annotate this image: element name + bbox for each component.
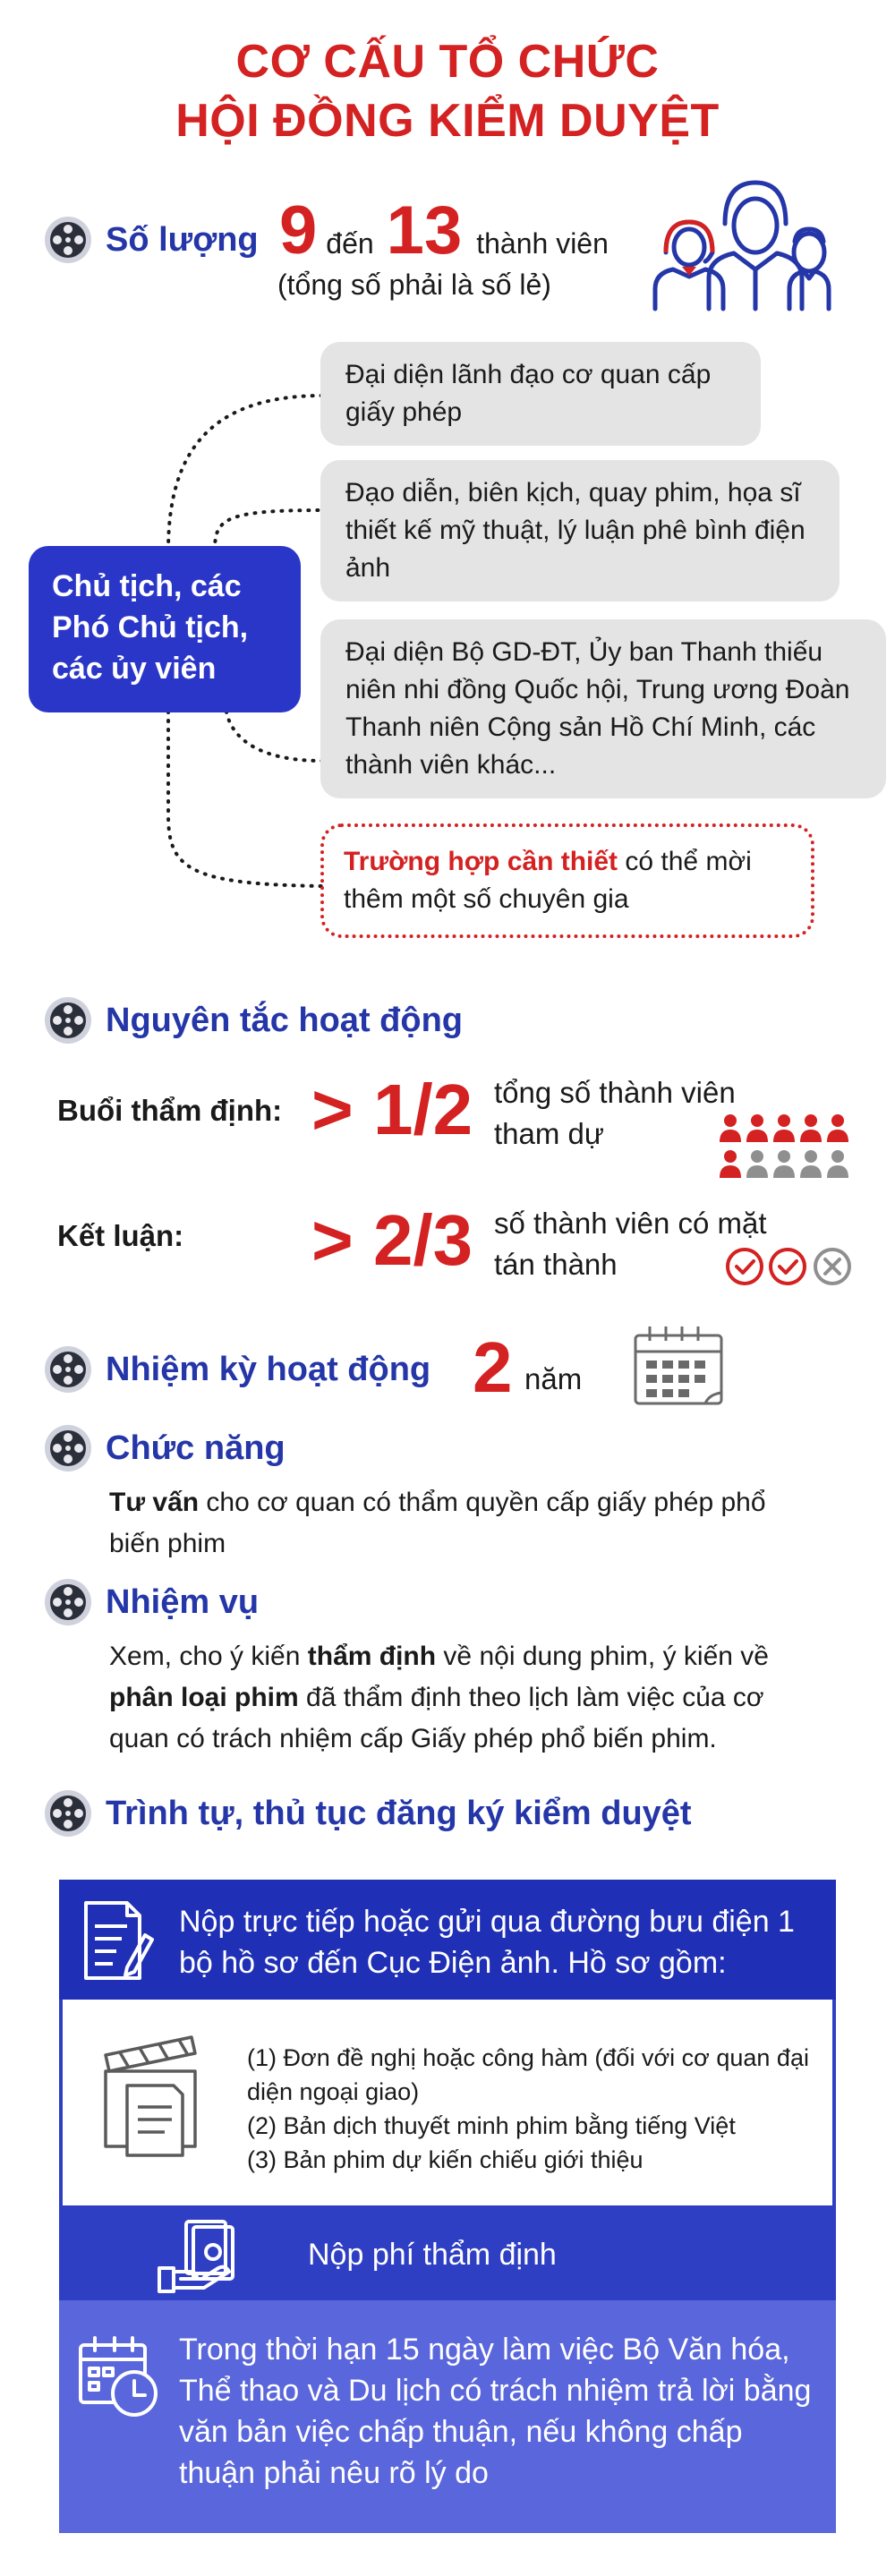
- section-label: Nguyên tắc hoạt động: [106, 1001, 463, 1039]
- role-box: Chủ tịch, các Phó Chủ tịch, các ủy viên: [29, 546, 301, 712]
- rule-label-1: Buổi thẩm định:: [57, 1094, 283, 1127]
- vote-icons: [725, 1246, 856, 1287]
- page-title-line2: HỘI ĐỒNG KIỂM DUYỆT: [175, 95, 720, 147]
- film-reel-icon: [43, 995, 93, 1045]
- rule-label-2: Kết luận:: [57, 1219, 184, 1252]
- function-bold: Tư vấn: [109, 1488, 200, 1517]
- people-attendance-icon: [718, 1113, 854, 1189]
- count-max: 13: [386, 192, 463, 269]
- duty-part: Xem, cho ý kiến: [109, 1642, 308, 1671]
- film-reel-icon: [43, 1788, 93, 1838]
- function-text: [109, 1482, 807, 1565]
- duty-bold: phân loại phim: [109, 1683, 299, 1712]
- procedure-step2-text: Nộp phí thẩm định: [308, 2238, 557, 2272]
- special-rest: có thể mời thêm một số chuyên gia: [344, 847, 752, 914]
- film-reel-icon: [43, 1577, 93, 1627]
- film-reel-icon: [43, 1423, 93, 1473]
- procedure-step3-text: Trong thời hạn 15 ngày làm việc Bộ Văn hóa, Thể thao và Du lịch có trách nhiệm trả lời bằng văn bản việc chấp thuận, nếu không chấp thuận phải nêu rõ lý do: [179, 2333, 812, 2490]
- calendar-icon: [632, 1323, 729, 1409]
- clapperboard-icon: [100, 2030, 208, 2166]
- check-circle-icon: [771, 1250, 805, 1284]
- section-so-luong: [43, 215, 259, 265]
- section-label: Nhiệm kỳ hoạt động: [106, 1350, 431, 1388]
- film-reel-icon: [43, 1344, 93, 1395]
- section-nguyen-tac: [43, 995, 463, 1045]
- duty-bold: thẩm định: [307, 1642, 437, 1671]
- term-unit: năm: [524, 1362, 583, 1395]
- member-special: [320, 823, 814, 938]
- duty-part: về nội dung phim, ý kiến về: [436, 1642, 769, 1671]
- section-label: Trình tự, thủ tục đăng ký kiểm duyệt: [106, 1794, 692, 1832]
- special-highlight: Trường hợp cần thiết: [344, 847, 618, 876]
- document-item-1: (1) Đơn đề nghị hoặc công hàm (đối với cơ quan đại diện ngoại giao): [247, 2044, 809, 2105]
- check-circle-icon: [728, 1250, 762, 1284]
- document-icon: [77, 1898, 158, 1983]
- rule-desc-1: tổng số thành viên tham dự: [494, 1076, 736, 1150]
- count-note: (tổng số phải là số lẻ): [277, 269, 551, 301]
- film-reel-icon: [43, 215, 93, 265]
- member-count: [279, 192, 609, 269]
- money-hand-icon: [154, 2216, 243, 2297]
- section-label: Nhiệm vụ: [106, 1582, 260, 1621]
- section-nhiem-vu: [43, 1577, 259, 1627]
- section-label: Số lượng: [106, 220, 259, 259]
- calendar-clock-icon: [75, 2334, 165, 2424]
- rule-desc-2: số thành viên có mặt tán thành: [494, 1207, 767, 1281]
- member-item-3: Đại diện Bộ GD-ĐT, Ủy ban Thanh thiếu niên nhi đồng Quốc hội, Trung ương Đoàn Thanh niên Cộng sản Hồ Chí Minh, các thành viên khác...: [320, 619, 886, 798]
- duty-text: [109, 1636, 825, 1760]
- page-title-line1: CƠ CẤU TỔ CHỨC: [235, 36, 660, 88]
- procedure-step1-text: Nộp trực tiếp hoặc gửi qua đường bưu điện 1 bộ hồ sơ đến Cục Điện ảnh. Hồ sơ gồm:: [179, 1905, 795, 1980]
- document-item-3: (3) Bản phim dự kiến chiếu giới thiệu: [247, 2146, 644, 2173]
- function-rest: cho cơ quan có thẩm quyền cấp giấy phép phổ biến phim: [109, 1488, 766, 1558]
- section-trinh-tu: [43, 1788, 692, 1838]
- section-nhiem-ky: [43, 1344, 430, 1395]
- section-chuc-nang: [43, 1423, 286, 1473]
- rule-value-2: > 2/3: [311, 1200, 473, 1280]
- count-unit: thành viên: [476, 227, 609, 260]
- rule-value-1: > 1/2: [311, 1070, 473, 1149]
- document-item-2: (2) Bản dịch thuyết minh phim bằng tiếng Việt: [247, 2112, 736, 2139]
- documents-list: [247, 2041, 813, 2177]
- section-label: Chức năng: [106, 1429, 286, 1467]
- duty-part: đã thẩm định theo lịch làm việc của cơ quan có trách nhiệm cấp Giấy phép phổ biến phim.: [109, 1683, 764, 1753]
- count-connector: đến: [326, 227, 374, 260]
- member-item-1: Đại diện lãnh đạo cơ quan cấp giấy phép: [320, 342, 761, 446]
- term-value: 2: [473, 1327, 513, 1407]
- people-group-icon: [646, 170, 843, 313]
- count-min: 9: [279, 192, 318, 269]
- member-item-2: Đạo diễn, biên kịch, quay phim, họa sĩ thiết kế mỹ thuật, lý luận phê bình điện ảnh: [320, 460, 840, 601]
